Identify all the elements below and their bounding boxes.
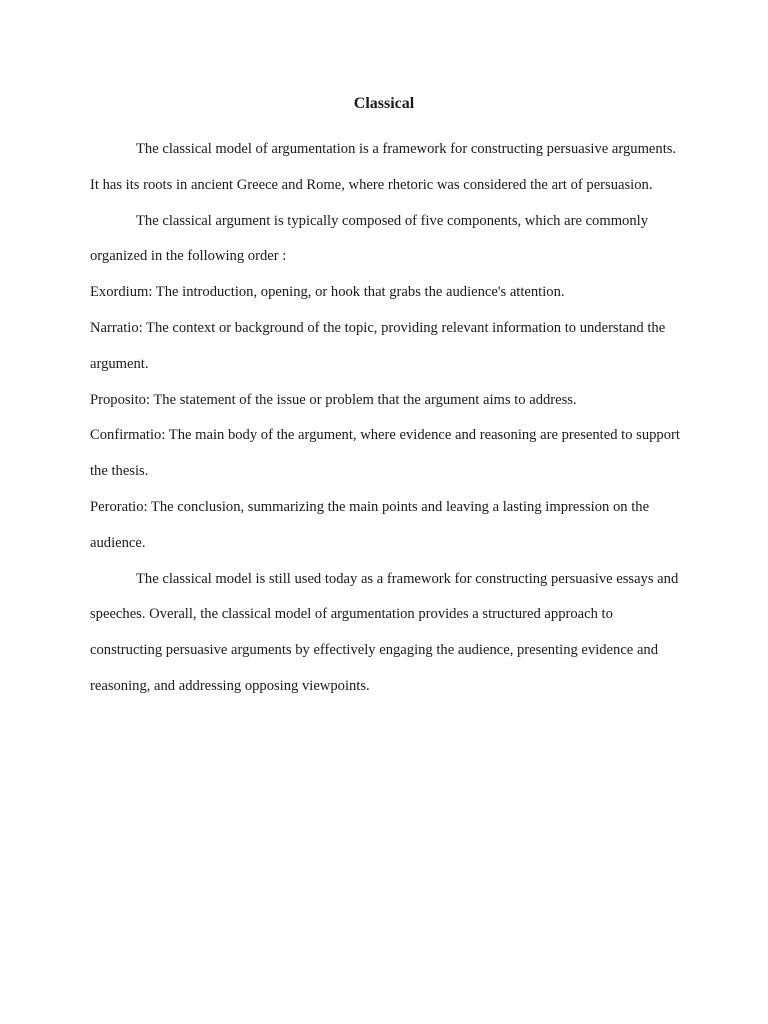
components-intro-paragraph: The classical argument is typically composed of five components, which are commonly organized in the following order : — [90, 212, 648, 265]
component-narratio: Narratio: The context or background of the topic, providing relevant information to understand the argument. — [90, 319, 666, 372]
component-exordium: Exordium: The introduction, opening, or hook that grabs the audience's attention. — [90, 284, 565, 301]
intro-paragraph: The classical model of argumentation is a framework for constructing persuasive arguments. It has its roots in ancient Greece and Rome, where rhetoric was considered the art of persuasion. — [90, 141, 677, 193]
document-title: Classical — [353, 95, 415, 112]
document-body — [90, 132, 686, 705]
component-peroratio: Peroratio: The conclusion, summarizing the main points and leaving a lasting impression on the audience. — [90, 498, 650, 551]
component-confirmatio: Confirmatio: The main body of the argument, where evidence and reasoning are presented to support the thesis. — [90, 427, 680, 480]
component-proposito: Proposito: The statement of the issue or problem that the argument aims to address. — [90, 391, 577, 408]
conclusion-paragraph: The classical model is still used today as a framework for constructing persuasive essays and speeches. Overall, the classical model of argumentation provides a structured approach to constructing persuasive arguments by effectively engaging the audience, presenting evidence and reasoning, and addressing opposing viewpoints. — [90, 570, 679, 694]
